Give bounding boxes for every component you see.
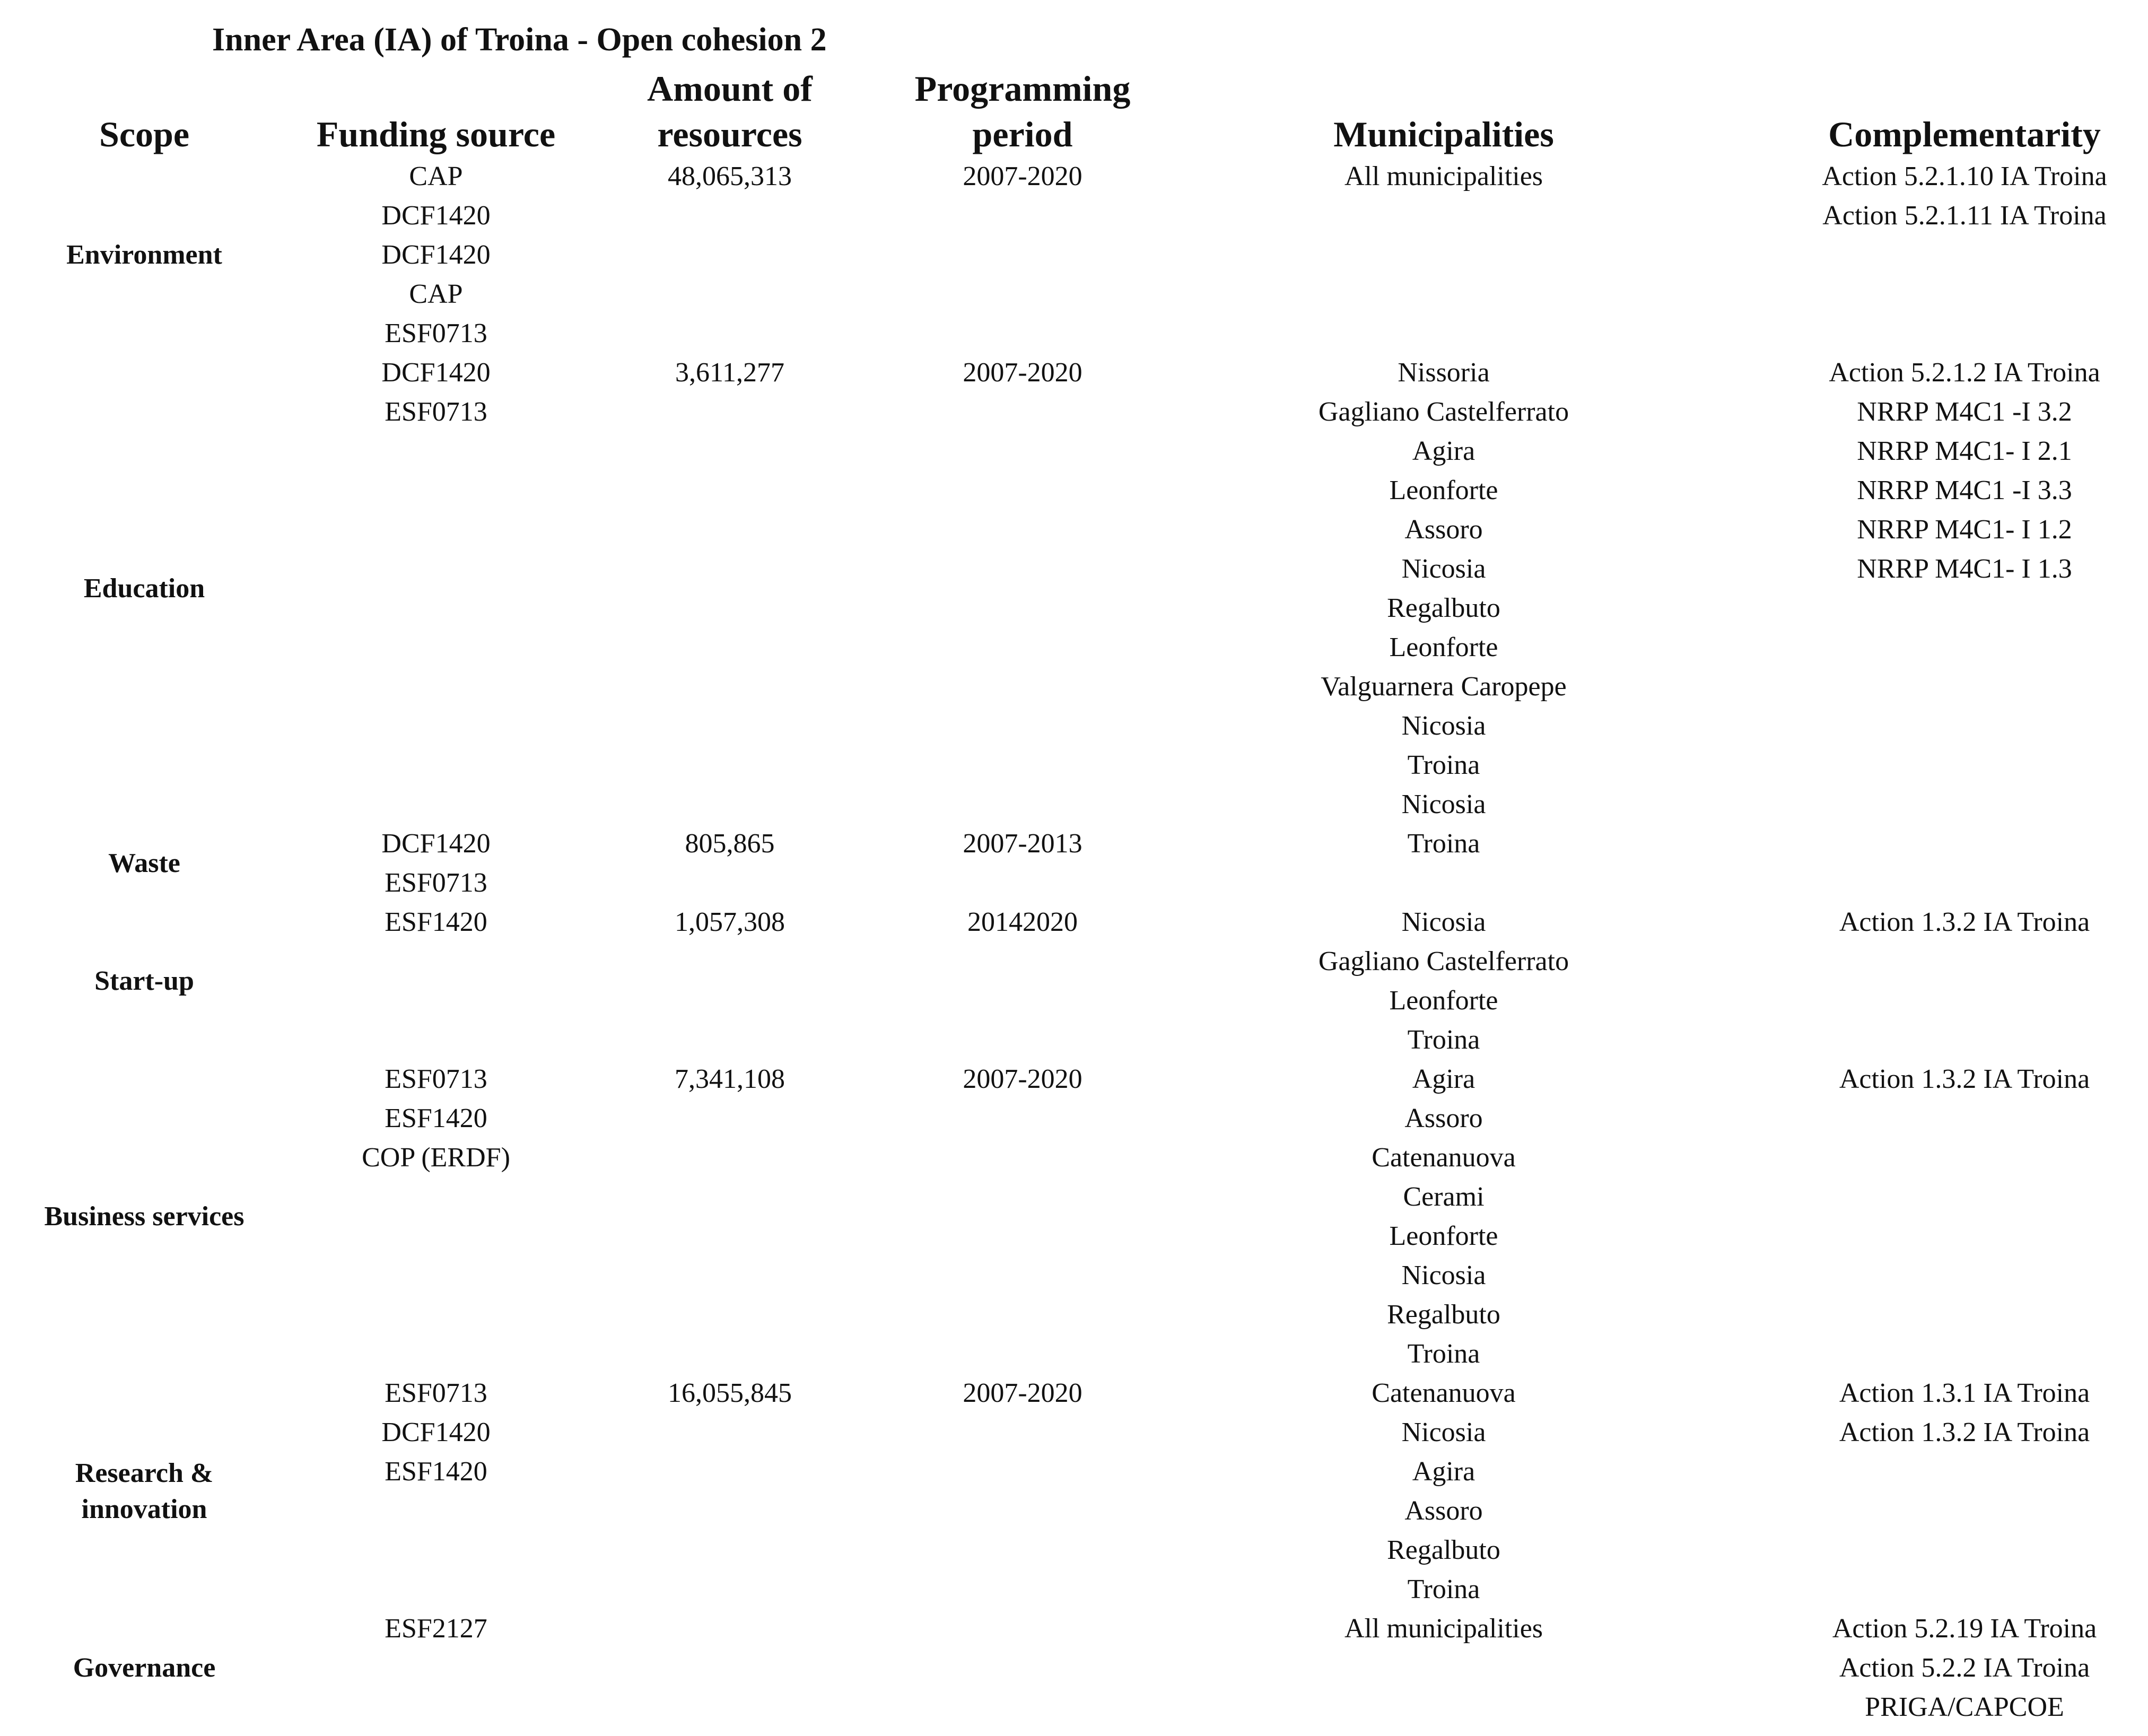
municipalities-item: All municipalities bbox=[1344, 161, 1543, 191]
complementarity-item: Action 1.3.2 IA Troina bbox=[1839, 1417, 2090, 1447]
scope-label bbox=[73, 1650, 216, 1686]
funding-item: DCF1420 bbox=[381, 200, 491, 231]
cell-funding bbox=[381, 824, 490, 903]
scope-label-line: Start-up bbox=[94, 966, 194, 996]
municipalities-item: Troina bbox=[1407, 750, 1480, 780]
municipalities-item: Nicosia bbox=[1401, 554, 1486, 584]
municipalities-item: Troina bbox=[1407, 1339, 1480, 1369]
scope-label-line: Research & bbox=[75, 1458, 214, 1488]
funding-item: ESF0713 bbox=[385, 1378, 487, 1408]
funding-item: CAP bbox=[409, 279, 463, 309]
header-period bbox=[915, 66, 1131, 157]
cell-municipalities bbox=[1408, 824, 1480, 863]
cell-amount bbox=[675, 353, 784, 392]
complementarity-item: PRIGA/CAPCOE bbox=[1865, 1692, 2064, 1722]
funding-item: ESF1420 bbox=[385, 1456, 487, 1487]
header-period-line2: period bbox=[972, 114, 1073, 154]
municipalities-item: Assoro bbox=[1404, 1496, 1483, 1526]
cell-amount bbox=[668, 157, 792, 196]
municipalities-item: Troina bbox=[1407, 828, 1480, 859]
cell-period bbox=[963, 157, 1082, 196]
cell-complementarity bbox=[1832, 1609, 2097, 1727]
municipalities-item: Catenanuova bbox=[1372, 1142, 1516, 1173]
funding-item: DCF1420 bbox=[381, 357, 491, 388]
scope-label-line: Environment bbox=[66, 240, 222, 270]
funding-item: ESF1420 bbox=[385, 907, 487, 937]
municipalities-item: Regalbuto bbox=[1387, 593, 1500, 623]
municipalities-item: Agira bbox=[1412, 1064, 1475, 1094]
scope-label bbox=[66, 237, 222, 273]
complementarity-item: Action 5.2.1.11 IA Troina bbox=[1822, 200, 2107, 231]
cell-amount bbox=[668, 1374, 792, 1413]
complementarity-item: NRRP M4C1- I 2.1 bbox=[1857, 436, 2072, 466]
cell-municipalities bbox=[1372, 1060, 1515, 1374]
scope-label-line: Education bbox=[83, 573, 205, 604]
municipalities-item: Agira bbox=[1412, 436, 1475, 466]
funding-item: ESF2127 bbox=[385, 1613, 487, 1644]
scope-label-line: Business services bbox=[44, 1201, 245, 1232]
municipalities-item: Leonforte bbox=[1389, 475, 1498, 505]
municipalities-item: Nissoria bbox=[1398, 357, 1490, 388]
municipalities-item: Gagliano Castelferrato bbox=[1318, 397, 1569, 427]
cell-period bbox=[967, 903, 1078, 942]
municipalities-item: Regalbuto bbox=[1387, 1299, 1500, 1330]
funding-item: DCF1420 bbox=[381, 1417, 491, 1447]
municipalities-item: Leonforte bbox=[1389, 1221, 1498, 1251]
complementarity-item: NRRP M4C1 -I 3.2 bbox=[1857, 397, 2072, 427]
cell-amount bbox=[675, 903, 785, 942]
scope-label bbox=[94, 963, 194, 999]
scope-label-line: Waste bbox=[108, 848, 180, 878]
amount-item: 48,065,313 bbox=[668, 161, 792, 191]
municipalities-item: Assoro bbox=[1404, 1103, 1483, 1133]
funding-item: ESF0713 bbox=[385, 318, 487, 348]
municipalities-item: Agira bbox=[1412, 1456, 1475, 1487]
cell-funding bbox=[385, 903, 487, 942]
cell-complementarity bbox=[1822, 157, 2107, 235]
header-amount-line1: Amount of bbox=[647, 68, 813, 109]
header-complementarity: Complementarity bbox=[1828, 114, 2101, 154]
cell-funding bbox=[385, 1609, 487, 1648]
amount-item: 1,057,308 bbox=[675, 907, 785, 937]
funding-item: ESF0713 bbox=[385, 1064, 487, 1094]
municipalities-item: Nicosia bbox=[1401, 711, 1486, 741]
cell-funding bbox=[381, 1374, 490, 1491]
complementarity-item: Action 5.2.19 IA Troina bbox=[1832, 1613, 2097, 1644]
scope-label bbox=[45, 1199, 245, 1235]
amount-item: 3,611,277 bbox=[675, 357, 785, 388]
header-funding-source: Funding source bbox=[316, 114, 556, 154]
complementarity-item: Action 5.2.1.10 IA Troina bbox=[1822, 161, 2107, 191]
scope-label bbox=[108, 845, 180, 882]
cell-amount bbox=[675, 1060, 785, 1099]
scope-label-line: innovation bbox=[81, 1494, 207, 1524]
header-amount-line2: resources bbox=[657, 114, 802, 154]
complementarity-item: NRRP M4C1- I 1.3 bbox=[1857, 554, 2072, 584]
period-item: 2007-2020 bbox=[963, 161, 1082, 191]
cell-municipalities bbox=[1372, 1374, 1515, 1609]
municipalities-item: Gagliano Castelferrato bbox=[1318, 946, 1569, 976]
municipalities-item: Cerami bbox=[1403, 1182, 1485, 1212]
municipalities-item: Nicosia bbox=[1401, 1417, 1486, 1447]
funding-item: CAP bbox=[409, 161, 463, 191]
cell-municipalities bbox=[1319, 903, 1569, 1060]
amount-item: 805,865 bbox=[685, 828, 775, 859]
scope-label bbox=[75, 1455, 213, 1528]
complementarity-item: Action 1.3.2 IA Troina bbox=[1839, 907, 2090, 937]
cell-period bbox=[963, 1374, 1082, 1413]
complementarity-item: Action 5.2.1.2 IA Troina bbox=[1829, 357, 2100, 388]
complementarity-item: Action 1.3.2 IA Troina bbox=[1839, 1064, 2090, 1094]
municipalities-item: Leonforte bbox=[1389, 632, 1498, 662]
municipalities-item: All municipalities bbox=[1344, 1613, 1543, 1644]
municipalities-item: Troina bbox=[1407, 1574, 1480, 1604]
cell-funding bbox=[362, 1060, 510, 1177]
period-item: 2007-2020 bbox=[963, 357, 1082, 388]
cell-period bbox=[963, 1060, 1082, 1099]
cell-funding bbox=[381, 353, 490, 432]
scope-label-line: Governance bbox=[73, 1653, 216, 1683]
municipalities-item: Assoro bbox=[1404, 514, 1483, 545]
complementarity-item: NRRP M4C1 -I 3.3 bbox=[1857, 475, 2072, 505]
funding-item: ESF1420 bbox=[385, 1103, 487, 1133]
cell-complementarity bbox=[1839, 1060, 2090, 1099]
cell-municipalities bbox=[1344, 157, 1543, 196]
scope-label bbox=[84, 571, 205, 607]
period-item: 20142020 bbox=[967, 907, 1078, 937]
header-amount bbox=[647, 66, 813, 157]
cell-period bbox=[963, 824, 1082, 863]
municipalities-item: Regalbuto bbox=[1387, 1535, 1500, 1565]
cell-amount bbox=[685, 824, 775, 863]
cell-municipalities bbox=[1344, 1609, 1543, 1648]
municipalities-item: Catenanuova bbox=[1372, 1378, 1516, 1408]
cell-period bbox=[963, 353, 1082, 392]
municipalities-item: Troina bbox=[1407, 1025, 1480, 1055]
period-item: 2007-2020 bbox=[963, 1064, 1082, 1094]
period-item: 2007-2020 bbox=[963, 1378, 1082, 1408]
funding-item: COP (ERDF) bbox=[362, 1142, 510, 1173]
amount-item: 16,055,845 bbox=[668, 1378, 792, 1408]
municipalities-item: Nicosia bbox=[1401, 1260, 1486, 1290]
municipalities-item: Nicosia bbox=[1401, 907, 1486, 937]
table-title: Inner Area (IA) of Troina - Open cohesion 2 bbox=[212, 22, 827, 58]
cell-complementarity bbox=[1839, 903, 2090, 942]
period-item: 2007-2013 bbox=[963, 828, 1082, 859]
amount-item: 7,341,108 bbox=[675, 1064, 785, 1094]
funding-item: DCF1420 bbox=[381, 240, 491, 270]
funding-item: ESF0713 bbox=[385, 868, 487, 898]
cell-funding bbox=[381, 157, 490, 353]
header-scope: Scope bbox=[99, 114, 189, 154]
municipalities-item: Nicosia bbox=[1401, 789, 1486, 819]
cell-complementarity bbox=[1839, 1374, 2090, 1452]
funding-item: DCF1420 bbox=[381, 828, 491, 859]
header-period-line1: Programming bbox=[914, 68, 1131, 109]
complementarity-item: Action 1.3.1 IA Troina bbox=[1839, 1378, 2090, 1408]
municipalities-item: Leonforte bbox=[1389, 985, 1498, 1016]
cell-municipalities bbox=[1319, 353, 1569, 824]
complementarity-item: NRRP M4C1- I 1.2 bbox=[1857, 514, 2072, 545]
municipalities-item: Valguarnera Caropepe bbox=[1321, 671, 1567, 702]
funding-item: ESF0713 bbox=[385, 397, 487, 427]
header-municipalities: Municipalities bbox=[1333, 114, 1554, 154]
cell-complementarity bbox=[1829, 353, 2100, 589]
complementarity-item: Action 5.2.2 IA Troina bbox=[1839, 1653, 2090, 1683]
